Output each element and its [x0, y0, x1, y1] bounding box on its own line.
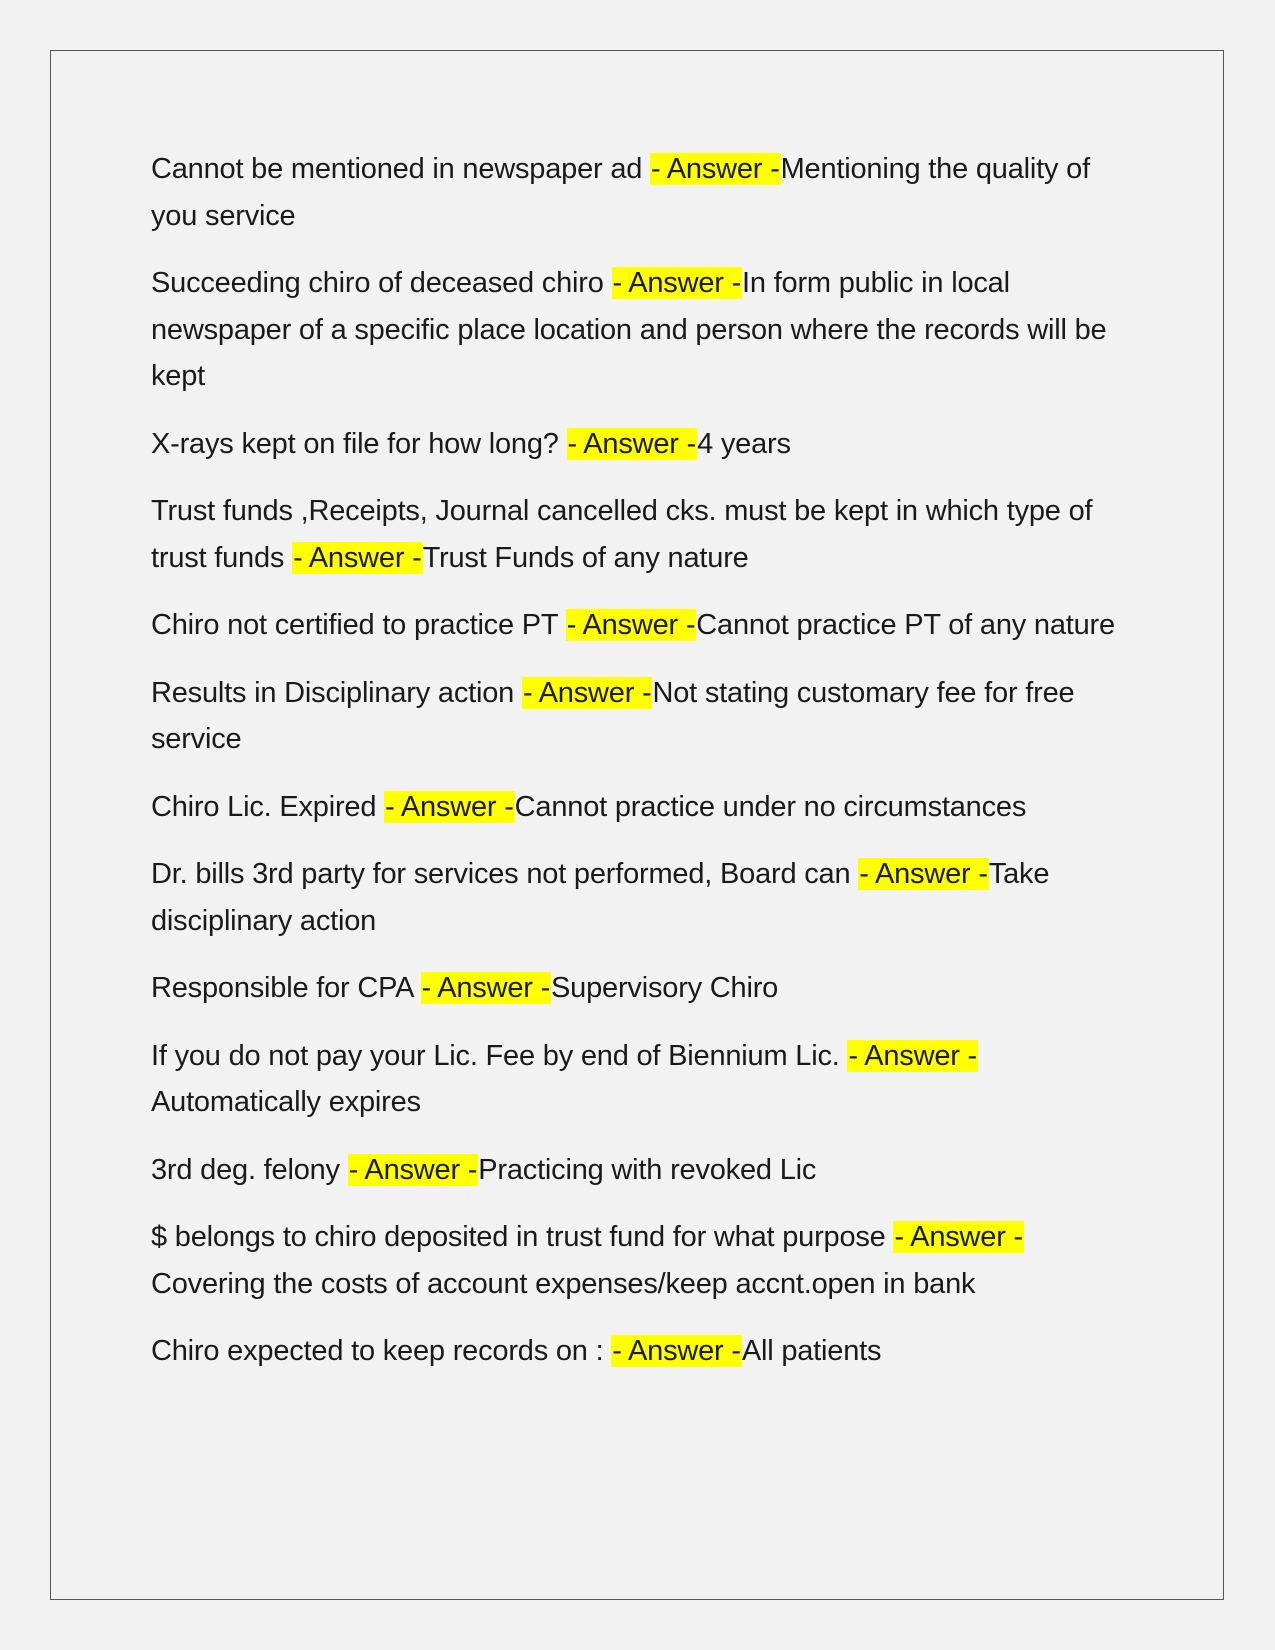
answer-marker: - Answer - [859, 858, 988, 890]
question-text: Chiro not certified to practice PT [151, 609, 566, 641]
answer-text: 4 years [697, 427, 791, 460]
answer-marker: - Answer - [348, 1153, 478, 1186]
answer-marker: - Answer - [567, 427, 697, 460]
qa-item [151, 1033, 1131, 1126]
question-text: Responsible for CPA [151, 972, 421, 1004]
qa-item [151, 965, 1131, 1012]
qa-item [151, 784, 1131, 831]
qa-item [151, 1147, 1131, 1194]
qa-item [151, 260, 1131, 400]
answer-text: All patients [741, 1335, 882, 1367]
answer-marker: - Answer - [651, 153, 780, 185]
answer-text: Take disciplinary action [151, 858, 1050, 937]
qa-item [151, 1214, 1131, 1307]
qa-list [151, 146, 1131, 1396]
answer-marker: - Answer - [612, 267, 742, 299]
question-text: 3rd deg. felony [151, 1153, 348, 1186]
answer-marker: - Answer - [293, 541, 422, 574]
question-text: Cannot be mentioned in newspaper ad [151, 153, 651, 185]
answer-marker: - Answer - [522, 676, 652, 709]
answer-marker: - Answer - [566, 609, 696, 641]
answer-text: Covering the costs of account expenses/keep accnt.open in bank [151, 1267, 976, 1300]
answer-text: Mentioning the quality of you service [151, 153, 1090, 232]
answer-marker: - Answer - [848, 1039, 978, 1072]
answer-text: Not stating customary fee for free service [151, 676, 1075, 755]
question-text: Trust funds ,Receipts, Journal cancelled cks. must be kept in which type of trust funds [151, 495, 1093, 574]
qa-item [151, 1328, 1131, 1375]
answer-text: Practicing with revoked Lic [478, 1153, 817, 1186]
answer-text: Supervisory Chiro [551, 972, 779, 1004]
question-text: Chiro expected to keep records on : [151, 1335, 612, 1367]
qa-item [151, 146, 1131, 239]
answer-marker: - Answer - [385, 790, 514, 823]
qa-item [151, 851, 1131, 944]
answer-marker: - Answer - [894, 1221, 1023, 1253]
answer-text: Cannot practice PT of any nature [696, 609, 1115, 641]
qa-item [151, 421, 1131, 468]
answer-text: Cannot practice under no circumstances [514, 790, 1027, 823]
question-text: If you do not pay your Lic. Fee by end of Biennium Lic. [151, 1039, 848, 1072]
question-text: $ belongs to chiro deposited in trust fund for what purpose [151, 1221, 894, 1253]
qa-item [151, 602, 1131, 649]
answer-marker: - Answer - [421, 972, 551, 1004]
question-text: Results in Disciplinary action [151, 676, 522, 709]
question-text: Succeeding chiro of deceased chiro [151, 267, 612, 299]
question-text: Chiro Lic. Expired [151, 790, 385, 823]
answer-text: Trust Funds of any nature [422, 541, 749, 574]
answer-marker: - Answer - [612, 1335, 741, 1367]
question-text: Dr. bills 3rd party for services not performed, Board can [151, 858, 859, 890]
qa-item [151, 488, 1131, 581]
answer-text: In form public in local newspaper of a specific place location and person where the records will be kept [151, 267, 1107, 392]
answer-text: Automatically expires [151, 1086, 421, 1118]
qa-item [151, 670, 1131, 763]
question-text: X-rays kept on file for how long? [151, 427, 567, 460]
